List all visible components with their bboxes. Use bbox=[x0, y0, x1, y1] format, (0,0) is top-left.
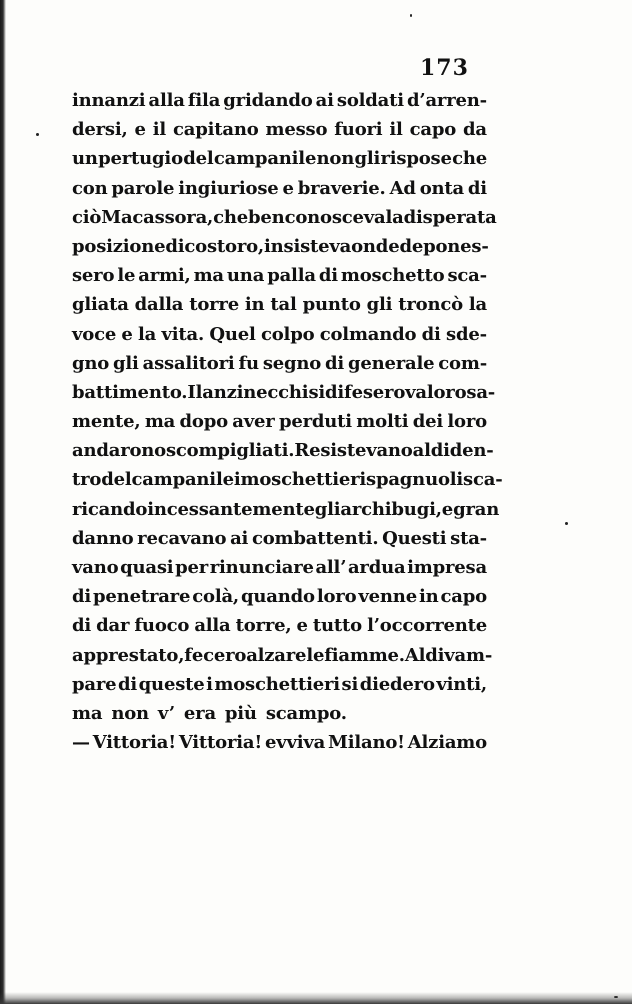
word: moschettieri bbox=[214, 673, 340, 695]
word: Ad bbox=[389, 177, 416, 199]
word: Resistevano bbox=[294, 440, 413, 462]
text-line bbox=[72, 232, 487, 261]
word: generale bbox=[347, 352, 435, 374]
word: fecero bbox=[184, 644, 247, 666]
word: sca- bbox=[463, 469, 503, 491]
page-bottom-edge bbox=[0, 992, 632, 1004]
word: loro bbox=[316, 586, 357, 608]
word: sde- bbox=[446, 323, 487, 345]
word: moschetto bbox=[340, 265, 445, 287]
word: torre bbox=[189, 294, 239, 316]
word: il bbox=[152, 119, 167, 141]
text-line bbox=[72, 524, 487, 553]
word: Vittoria! bbox=[92, 732, 176, 754]
word: sero bbox=[72, 265, 115, 287]
word: lanzinecchi bbox=[195, 381, 309, 403]
word: divam- bbox=[425, 644, 493, 666]
word: Questi bbox=[382, 527, 447, 549]
word: spagnuoli bbox=[366, 469, 464, 491]
word: Al bbox=[404, 644, 426, 666]
word: si bbox=[308, 381, 326, 403]
word: depones- bbox=[399, 235, 489, 257]
word: la bbox=[138, 323, 157, 345]
word: dar bbox=[96, 615, 130, 637]
word: gli bbox=[314, 498, 341, 520]
word: di bbox=[118, 673, 138, 695]
word: ardua bbox=[347, 557, 406, 578]
word: da bbox=[463, 119, 487, 141]
word: com- bbox=[438, 352, 487, 374]
word: ai bbox=[230, 527, 249, 549]
text-line bbox=[72, 582, 487, 611]
word: capo bbox=[440, 586, 487, 608]
word: onta bbox=[419, 177, 464, 199]
word: onde bbox=[351, 235, 400, 257]
word: voce bbox=[72, 323, 117, 345]
word: con bbox=[72, 177, 108, 199]
word: di bbox=[467, 177, 487, 199]
word: insisteva bbox=[263, 235, 352, 257]
word: più bbox=[224, 702, 257, 724]
word: gli bbox=[366, 294, 393, 316]
text-line bbox=[72, 407, 487, 436]
word: combattenti. bbox=[251, 527, 379, 549]
word: battimento. bbox=[72, 381, 188, 403]
word: pertugio bbox=[98, 148, 183, 170]
word: messo bbox=[265, 119, 328, 141]
word: diedero bbox=[359, 673, 435, 695]
word: scampo. bbox=[265, 702, 347, 724]
word: v’ bbox=[157, 702, 175, 724]
word: fuori bbox=[334, 119, 383, 141]
word: — bbox=[72, 732, 90, 754]
word: gridando bbox=[223, 90, 313, 111]
text-line bbox=[72, 495, 500, 524]
word: di bbox=[421, 323, 441, 345]
word: e bbox=[296, 615, 308, 637]
word: tal bbox=[270, 294, 297, 316]
word: era bbox=[183, 702, 216, 724]
text-line bbox=[72, 641, 493, 670]
word: dersi, bbox=[72, 119, 128, 141]
word: che bbox=[213, 206, 249, 228]
word: segno bbox=[262, 352, 322, 374]
word: pare bbox=[72, 673, 117, 695]
word: campanile bbox=[213, 148, 317, 170]
word: perduti bbox=[278, 411, 352, 433]
word: non bbox=[316, 148, 355, 170]
word: Milano! bbox=[328, 732, 405, 754]
word: del bbox=[101, 469, 132, 491]
text-line bbox=[72, 553, 487, 582]
word: punto bbox=[302, 294, 361, 316]
word: soldati bbox=[336, 90, 404, 111]
word: armi, bbox=[138, 265, 191, 287]
word: gliata bbox=[72, 294, 129, 316]
word: scompigliati. bbox=[165, 440, 295, 462]
word: tro bbox=[72, 469, 102, 491]
word: molti bbox=[356, 411, 409, 433]
word: vinti, bbox=[436, 673, 487, 695]
text-line bbox=[72, 290, 487, 319]
word: Alziamo bbox=[407, 732, 487, 754]
word: difesero bbox=[325, 381, 406, 403]
word: I bbox=[187, 381, 196, 403]
word: ciò bbox=[72, 206, 102, 228]
word: un bbox=[72, 148, 98, 170]
word: non bbox=[111, 702, 149, 724]
word: valorosa- bbox=[405, 381, 496, 403]
word: in bbox=[418, 586, 439, 608]
text-line bbox=[72, 465, 503, 494]
word: danno bbox=[72, 527, 134, 549]
word: alzare bbox=[246, 644, 307, 666]
word: vita. bbox=[161, 323, 205, 345]
text-line bbox=[72, 86, 487, 115]
word: ai bbox=[315, 90, 334, 111]
word: penetrare bbox=[93, 586, 191, 608]
word: di bbox=[72, 615, 92, 637]
word: apprestato, bbox=[72, 644, 185, 666]
word: dalla bbox=[134, 294, 184, 316]
text-line bbox=[72, 611, 487, 640]
word: sta- bbox=[450, 527, 487, 549]
word: d’arren- bbox=[407, 90, 487, 111]
word: la bbox=[385, 206, 404, 228]
word: archibugi, bbox=[340, 498, 442, 520]
word: moschettieri bbox=[240, 469, 367, 491]
word: innanzi bbox=[72, 90, 146, 111]
word: in bbox=[244, 294, 265, 316]
word: venne bbox=[358, 586, 417, 608]
word: palla bbox=[267, 265, 316, 287]
word: l’occorrente bbox=[367, 615, 487, 637]
word: assalitori bbox=[142, 352, 235, 374]
word: colmando bbox=[319, 323, 417, 345]
word: colpo bbox=[260, 323, 315, 345]
word: andarono bbox=[72, 440, 166, 462]
word: rinunciare bbox=[209, 557, 314, 578]
word: e bbox=[134, 119, 146, 141]
word: gli bbox=[113, 352, 139, 374]
word: Macassora, bbox=[101, 206, 214, 228]
word: den- bbox=[449, 440, 494, 462]
word: alla bbox=[148, 90, 185, 111]
word: si bbox=[341, 673, 359, 695]
word: mente, bbox=[72, 411, 141, 433]
word: sca- bbox=[447, 265, 487, 287]
word: ben bbox=[248, 206, 285, 228]
word: aver bbox=[232, 411, 275, 433]
word: gli bbox=[354, 148, 381, 170]
word: gno bbox=[72, 352, 110, 374]
text-line bbox=[72, 144, 487, 173]
text-line bbox=[72, 378, 496, 407]
word: e bbox=[441, 498, 454, 520]
word: capo bbox=[409, 119, 457, 141]
text-line bbox=[72, 115, 487, 144]
word: e bbox=[121, 323, 133, 345]
word: di bbox=[430, 440, 450, 462]
word: di bbox=[318, 265, 338, 287]
word: che bbox=[452, 148, 487, 170]
body-text bbox=[72, 86, 503, 757]
word: vano bbox=[72, 557, 119, 578]
paper-speck bbox=[565, 522, 568, 525]
word: ingiuriose bbox=[178, 177, 279, 199]
word: quasi bbox=[120, 557, 174, 578]
word: tutto bbox=[312, 615, 362, 637]
word: conosceva bbox=[284, 206, 386, 228]
paper-speck bbox=[410, 14, 412, 17]
word: rispose bbox=[380, 148, 452, 170]
word: ma bbox=[72, 702, 103, 724]
word: dopo bbox=[179, 411, 228, 433]
word: di bbox=[72, 586, 92, 608]
word: incessantemente bbox=[147, 498, 315, 520]
word: e bbox=[282, 177, 294, 199]
word: costoro, bbox=[184, 235, 264, 257]
word: loro bbox=[447, 411, 487, 433]
word: queste bbox=[138, 673, 205, 695]
word: una bbox=[226, 265, 265, 287]
word: fiamme. bbox=[324, 644, 405, 666]
word: braverie. bbox=[297, 177, 386, 199]
word: campanile bbox=[131, 469, 234, 491]
word: evviva bbox=[264, 732, 326, 754]
word: il bbox=[389, 119, 403, 141]
text-line bbox=[72, 436, 494, 465]
word: le bbox=[306, 644, 325, 666]
word: impresa bbox=[407, 557, 487, 578]
word: i bbox=[233, 469, 241, 491]
text-line bbox=[72, 203, 497, 232]
text-line bbox=[72, 261, 487, 290]
word: quando bbox=[241, 586, 315, 608]
page-number: 173 bbox=[420, 55, 469, 81]
word: del bbox=[183, 148, 214, 170]
word: di bbox=[165, 235, 185, 257]
text-line bbox=[72, 728, 487, 757]
text-line bbox=[72, 174, 487, 203]
word: ma bbox=[193, 265, 224, 287]
word: ricando bbox=[72, 498, 148, 520]
word: la bbox=[468, 294, 487, 316]
word: recavano bbox=[137, 527, 227, 549]
word: fu bbox=[238, 352, 259, 374]
text-line bbox=[72, 670, 487, 699]
word: capitano bbox=[173, 119, 259, 141]
word: troncò bbox=[398, 294, 463, 316]
word: torre, bbox=[235, 615, 292, 637]
word: posizione bbox=[72, 235, 166, 257]
word: Quel bbox=[209, 323, 256, 345]
word: alla bbox=[194, 615, 231, 637]
word: per bbox=[175, 557, 209, 578]
word: colà, bbox=[192, 586, 239, 608]
text-line bbox=[72, 320, 487, 349]
word: di bbox=[325, 352, 345, 374]
word: fila bbox=[187, 90, 221, 111]
word: disperata bbox=[403, 206, 497, 228]
page-left-edge bbox=[0, 0, 6, 1004]
word: i bbox=[206, 673, 213, 695]
word: fuoco bbox=[134, 615, 190, 637]
text-line bbox=[72, 349, 487, 378]
word: gran bbox=[453, 498, 500, 520]
word: ma bbox=[144, 411, 176, 433]
word: dei bbox=[412, 411, 444, 433]
word: al bbox=[412, 440, 431, 462]
text-line bbox=[72, 699, 487, 728]
word: all’ bbox=[315, 557, 347, 578]
paper-speck bbox=[36, 133, 39, 136]
word: parole bbox=[111, 177, 175, 199]
word: Vittoria! bbox=[178, 732, 263, 754]
word: le bbox=[117, 265, 136, 287]
